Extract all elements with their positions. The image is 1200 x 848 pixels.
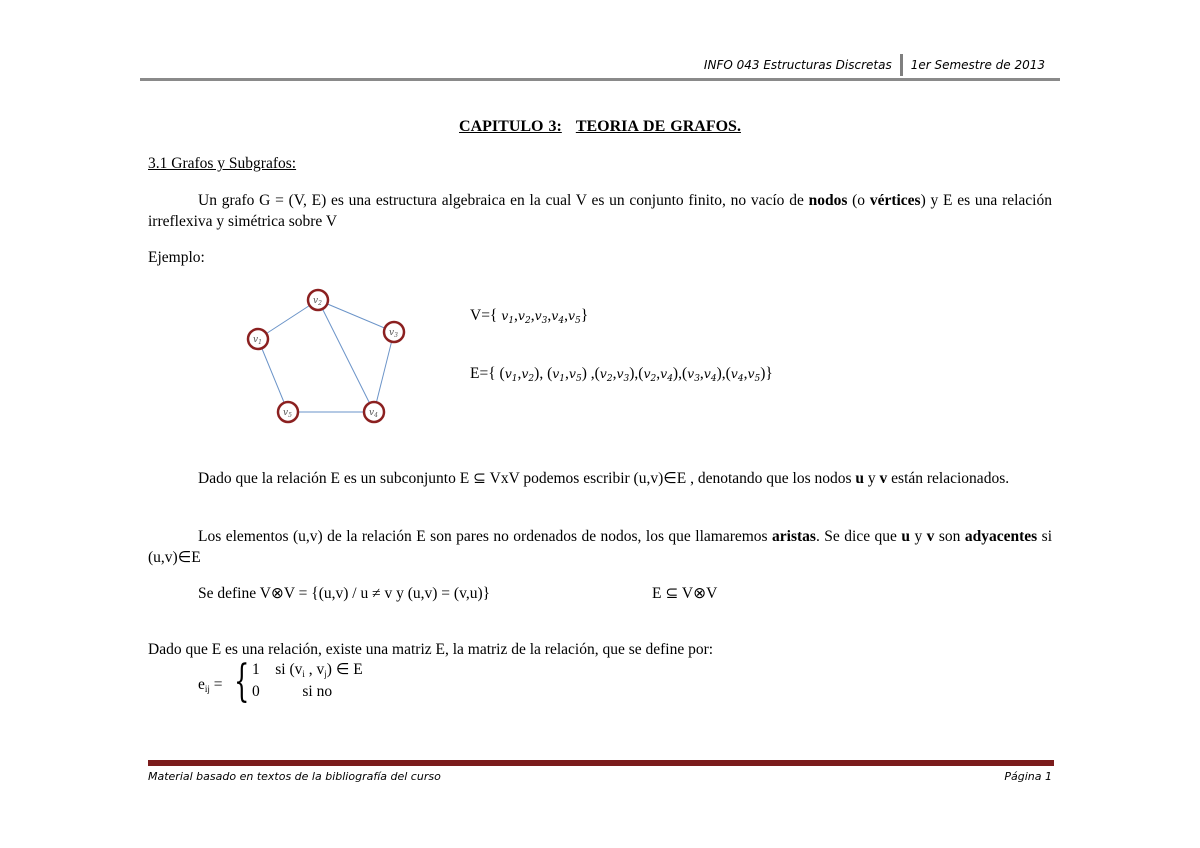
- para-bold: u: [855, 470, 865, 487]
- para-bold: v: [926, 528, 935, 545]
- graph-node-label-v1: $v_1$: [253, 335, 262, 346]
- chapter-title-part2: TEORIA DE GRAFOS.: [575, 118, 741, 135]
- case1-mid: , v: [304, 661, 325, 678]
- intro-text: (o: [847, 192, 870, 209]
- matrix-lhs-symbol: e: [198, 676, 205, 693]
- definition-right: E ⊆ V⊗V: [652, 585, 718, 602]
- para-bold-adyacentes: adyacentes: [964, 528, 1038, 545]
- para-text: Los elementos (u,v) de la relación E son pares no ordenados de nodos, los que llamaremos: [198, 528, 773, 545]
- intro-text: Un grafo G = (V, E) es una estructura algebraica en la cual V es un conjunto finito, no vacío de: [198, 192, 809, 209]
- header-rule: [140, 78, 1060, 81]
- intro-paragraph: [148, 190, 1052, 232]
- para-text: . Se dice que: [815, 528, 902, 545]
- graph-edge-v2-v4: [318, 300, 374, 412]
- graph-nodes: [248, 290, 404, 422]
- chapter-title: [140, 118, 1060, 136]
- matrix-lhs-subscript: ij: [204, 684, 210, 694]
- section-heading: 3.1 Grafos y Subgrafos:: [148, 155, 297, 172]
- case1-end: ) ∈ E: [326, 661, 363, 678]
- para-text: son: [934, 528, 965, 545]
- footer-source: Material basado en textos de la bibliografía del curso: [148, 770, 441, 783]
- example-label: Ejemplo:: [148, 249, 205, 266]
- graph-node-label-v4: $v_4$: [369, 408, 378, 419]
- matrix-brace: {: [234, 656, 250, 707]
- matrix-case-1: [252, 660, 363, 679]
- para-text: y: [864, 470, 880, 487]
- para-text: están relacionados.: [887, 470, 1010, 487]
- header-semester: 1er Semestre de 2013: [910, 58, 1045, 72]
- case1-sub-j: j: [324, 669, 327, 679]
- para-text: si (u,v)∈E: [148, 528, 1052, 566]
- edge-set: E={ $(v_1,v_2)$, $(v_1,v_5)$ $,(v_2,v_3),(v_2,v_4),(v_3,v_4),(v_4,v_5)$}: [470, 365, 773, 384]
- edges-paragraph: [148, 526, 1052, 568]
- graph-edge-v3-v4: [374, 332, 394, 412]
- case1-text: 1 si (v: [252, 661, 303, 678]
- matrix-paragraph: Dado que E es una relación, existe una matriz E, la matriz de la relación, que se define por:: [148, 641, 714, 658]
- para-bold: u: [901, 528, 910, 545]
- para-text: Dado que la relación E es un subconjunto E ⊆ VxV podemos escribir (u,v)∈E , denotando que los nodos: [198, 470, 856, 487]
- relation-paragraph: [148, 468, 1052, 489]
- header-separator: [900, 54, 903, 76]
- graph-edge-v2-v3: [318, 300, 394, 332]
- matrix-lhs: [198, 676, 223, 694]
- matrix-equals: =: [209, 676, 223, 693]
- intro-bold-nodos: nodos: [808, 192, 848, 209]
- graph-node-label-v3: $v_3$: [389, 328, 398, 339]
- para-text: y: [910, 528, 927, 545]
- para-bold: v: [879, 470, 888, 487]
- graph-diagram: [240, 282, 410, 432]
- graph-node-label-v5: $v_5$: [283, 408, 292, 419]
- footer-page-number: Página 1: [1004, 770, 1052, 783]
- footer-rule: [148, 760, 1054, 766]
- graph-edges: [258, 300, 394, 412]
- matrix-case-2: 0 si no: [252, 683, 333, 700]
- para-bold-aristas: aristas: [772, 528, 816, 545]
- case1-sub-i: i: [302, 669, 305, 679]
- page-header: [704, 54, 1045, 76]
- graph-node-label-v2: $v_2$: [313, 296, 322, 307]
- intro-bold-vertices: vértices: [869, 192, 921, 209]
- definition-left: Se define V⊗V = {(u,v) / u ≠ v y (u,v) = (v,u)}: [198, 585, 491, 602]
- intro-text: ) y E es una relación irreflexiva y simétrica sobre V: [148, 192, 1052, 230]
- graph-edge-v1-v5: [258, 339, 288, 412]
- vertex-set: V={ $v_1,v_2,v_3,v_4,v_5$}: [470, 307, 589, 326]
- chapter-title-part1: CAPITULO 3:: [459, 118, 562, 135]
- header-course: INFO 043 Estructuras Discretas: [703, 58, 892, 72]
